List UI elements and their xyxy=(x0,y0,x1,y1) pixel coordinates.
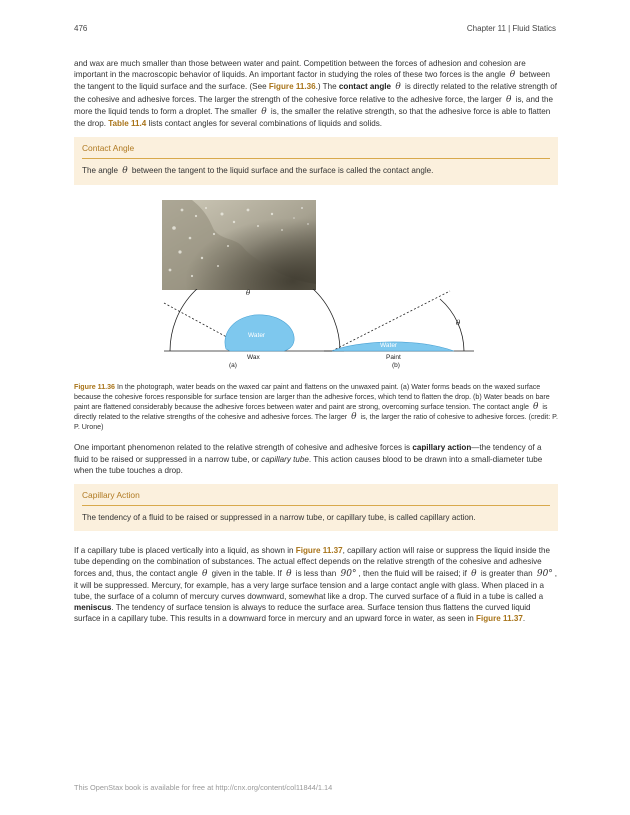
capillary-action-definition-box xyxy=(74,484,558,531)
paragraph-meniscus: If a capillary tube is placed vertically into a liquid, as shown in Figure 11.37, capillary action will raise or suppress the liquid inside the tube depending on the combination of substances. The actual effect depends on the relative strength of the cohesive and adhesive forces and, thus, the contact angle θ given in the table. If θ is less than 90° , then the fluid will be raised; if θ is greater than 90° , it will be suppressed. Mercury, for example, has a very large surface tension and a large contact angle with glass. When placed in a tube, the surface of a column of mercury curves downward, somewhat like a drop. The curved surface of a fluid in a tube is called a meniscus. The tendency of surface tension is always to reduce the surface area. Surface tension thus flattens the curved liquid surface in a capillary tube. This results in a downward force in mercury and an upward force in water, as seen in Figure 11.37. xyxy=(74,546,558,624)
page-number: 476 xyxy=(74,24,88,33)
paragraph-contact-angle-intro: and wax are much smaller than those between water and paint. Competition between the forces of adhesion and cohesion are important in the macroscopic behavior of liquids. An important factor in studying the roles of these two forces is the angle θ between the tangent to the liquid surface and the surface. (See Figure 11.36.) The contact angle θ is directly related to the relative strength of the cohesive and adhesive forces. The larger the strength of the cohesive force relative to the adhesive force, the larger θ is, and the more the liquid tends to form a droplet. The smaller θ is, the smaller the relative strength, so that the adhesive force is able to flatten the drop. Table 11.4 lists contact angles for several combinations of liquids and solids. xyxy=(74,59,558,129)
theta-symbol: θ xyxy=(122,166,128,177)
water-label-b: Water xyxy=(380,342,398,350)
theta-symbol: θ xyxy=(351,411,357,422)
figure-11-37-link[interactable]: Figure 11.37 xyxy=(295,546,343,556)
figure-11-36 xyxy=(74,193,558,383)
contact-angle-diagram xyxy=(74,289,558,381)
diagram-b xyxy=(324,291,474,369)
water-beads-photo xyxy=(162,200,316,290)
term-contact-angle: contact angle xyxy=(338,82,392,92)
term-capillary-action: capillary action xyxy=(412,443,472,453)
term-capillary-tube: capillary tube xyxy=(261,454,309,464)
diagram-a xyxy=(164,289,344,369)
figure-11-36-link[interactable]: Figure 11.36 xyxy=(268,82,316,92)
figure-part-b-label: (b) xyxy=(392,362,400,370)
figure-11-37-link[interactable]: Figure 11.37 xyxy=(476,614,523,624)
table-11-4-link[interactable]: Table 11.4 xyxy=(108,119,147,129)
contact-angle-definition-box xyxy=(74,137,558,185)
box-title: Capillary Action xyxy=(82,490,550,506)
wax-label: Wax xyxy=(247,354,260,362)
theta-label-b: θ xyxy=(456,319,461,328)
theta-symbol: θ xyxy=(509,70,516,81)
figure-caption: Figure 11.36 In the photograph, water beads on the waxed car paint and flattens on the unwaxed paint. (a) Water forms beads on the waxed surface because the cohesive forces responsible for surface tension are larger than the adhesive forces, which tend to flatten the drop. (b) Water beads on bare paint are flattened considerably because the adhesive forces between water and paint are strong, overcoming surface tension. The contact angle θ is directly related to the relative strengths of the cohesive and adhesive forces. The larger θ is, the larger the ratio of cohesive to adhesive forces. (credit: P. P. Urone) xyxy=(74,383,558,431)
ninety-degrees: 90° xyxy=(536,568,553,579)
page-content xyxy=(74,58,558,625)
figure-caption-label: Figure 11.36 xyxy=(74,383,116,392)
paragraph-capillary-action: One important phenomenon related to the relative strength of cohesive and adhesive forces is capillary action—the tendency of a fluid to be raised or suppressed in a narrow tube, or capillary tube. This action causes blood to be drawn into a small-diameter tube when the tube touches a drop. xyxy=(74,443,543,475)
theta-symbol: θ xyxy=(532,402,539,413)
figure-part-a-label: (a) xyxy=(229,362,237,370)
theta-symbol: θ xyxy=(286,568,292,579)
box-text: The angle θ between the tangent to the liquid surface and the surface is called the contact angle. xyxy=(82,166,434,177)
chapter-title: Chapter 11 | Fluid Statics xyxy=(466,24,556,33)
paint-label: Paint xyxy=(386,354,401,362)
theta-symbol: θ xyxy=(471,568,477,579)
theta-symbol: θ xyxy=(261,106,267,117)
box-text: The tendency of a fluid to be raised or suppressed in a narrow tube, or capillary tube, is called capillary action. xyxy=(82,513,476,523)
theta-symbol: θ xyxy=(505,94,512,105)
theta-label-a: θ xyxy=(246,289,251,298)
term-meniscus: meniscus xyxy=(74,603,112,613)
ninety-degrees: 90° xyxy=(340,568,357,579)
theta-symbol: θ xyxy=(201,568,208,579)
theta-symbol: θ xyxy=(395,82,401,93)
box-title: Contact Angle xyxy=(82,143,550,159)
footer-note: This OpenStax book is available for free at http://cnx.org/content/col11844/1.14 xyxy=(74,783,333,792)
water-label-a: Water xyxy=(248,332,266,340)
